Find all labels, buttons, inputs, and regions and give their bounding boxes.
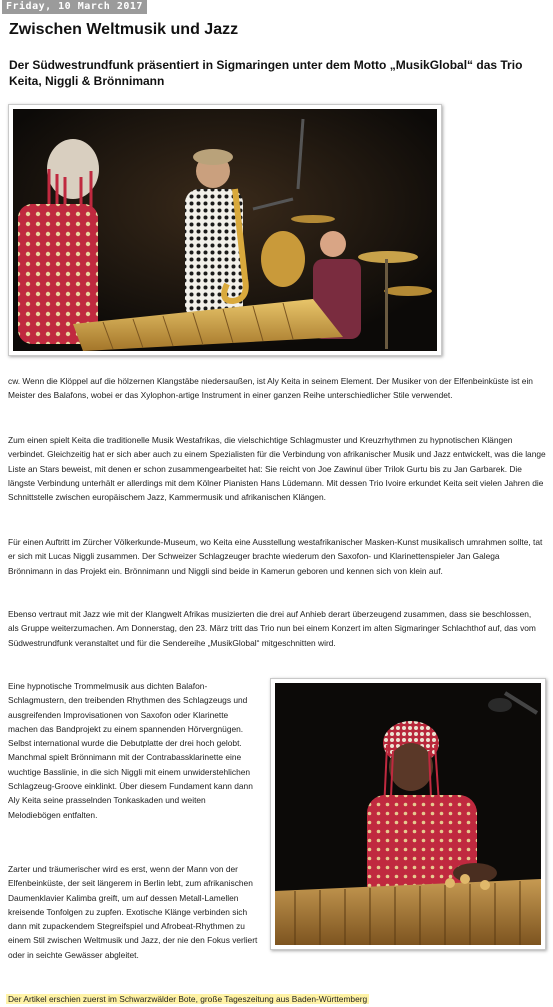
article-paragraph-3: Für einen Auftritt im Zürcher Völkerkunde-Museum, wo Keita eine Ausstellung westafrikanischer Masken-Kunst musikalisch umrahmen sollte, tat er sich mit Lucas Niggli zusammen. Der Schweizer Schlagzeuger brachte wiederum den Saxofon- und Klarinettenspieler Jan Galega Brönnimann in das Projekt ein. Brönnimann und Niggli sind beide in Kamerun geboren und kennen sich von klein auf. [8, 537, 543, 576]
article-paragraph-2: Zum einen spielt Keita die traditionelle Musik Westafrikas, die vielschichtige Schlagmuster und Kreuzrhythmen zu hypnotischen Klängen verbindet. Gleichzeitig hat er sich aber auch zu einem Spezialisten für die Verbindung von afrikanischer Musik und Jazz entwickelt, was die lange Liste an Stars beweist, mit denen er schon zusammengearbeitet hat: Sie reicht von Joe Zawinul über Trilok Gurtu bis zu Jan Garbarek. Die längste Verbindung unterhält er allerdings mit dem Kölner Pianisten Hans Lüdemann. Mit dessen Trio Ivoire erkundet Keita seit vielen Jahren die Schnittstelle zwischen europäischem Jazz, Kammermusik und afrikanischen Klängen. [8, 435, 546, 503]
trio-stage-photo[interactable] [8, 104, 442, 356]
post-date-badge: Friday, 10 March 2017 [2, 0, 147, 14]
balafon-player-image [275, 683, 541, 945]
trio-stage-image [13, 109, 437, 351]
article-subtitle: Der Südwestrundfunk präsentiert in Sigmaringen unter dem Motto „MusikGlobal“ das Trio Keita, Niggli & Brönnimann [9, 58, 523, 88]
balafon-player-photo[interactable] [270, 678, 546, 950]
post-title[interactable]: Zwischen Weltmusik und Jazz [9, 21, 239, 38]
article-paragraph-1: cw. Wenn die Klöppel auf die hölzernen Klangstäbe niedersaußen, ist Aly Keita in seinem Element. Der Musiker von der Elfenbeinküste ist ein Meister des Balafons, wobei er das Xylophon-artige Instrument in einer ganzen Reihe unterschiedlicher Stile verwendet. [8, 376, 533, 401]
article-paragraph-4: Ebenso vertraut mit Jazz wie mit der Klangwelt Afrikas musizierten die drei auf Anhieb derart überzeugend zusammen, dass sie beschlossen, als Gruppe weiterzumachen. Am Donnerstag, den 23. März tritt das Trio nun bei einem Konzert im alten Sigmaringer Schlachthof auf, das vom Südwestrundfunk veranstaltet und für die Sendereihe „MusikGlobal“ mitgeschnitten wird. [8, 609, 536, 648]
article-paragraph-5: Eine hypnotische Trommelmusik aus dichten Balafon-Schlagmustern, den treibenden Rhythmen des Schlagzeugs und ausgreifenden Improvisationen von Saxofon oder Klarinette machen das Bandprojekt zu einem spannenden Hörvergnügen. Selbst international wurde die Debutplatte der drei hoch gelobt. Manchmal spielt Brönnimann mit der Contrabassklarinette eine wuchtige Basslinie, in die sich Niggli mit einem unwiderstehlichen Schlagzeug-Groove einklinkt. Über diesem Fundament kann dann Aly Keita seine prasselnden Tonkaskaden und weiten Melodiebögen entfalten. [8, 681, 253, 820]
source-note: Der Artikel erschien zuerst im Schwarzwälder Bote, große Tageszeitung aus Baden-Württemberg [8, 994, 368, 1004]
article-paragraph-6: Zarter und träumerischer wird es erst, wenn der Mann von der Elfenbeinküste, der seit längerem in Berlin lebt, zum afrikanischen Daumenklavier Kalimba greift, um auf dessen Metall-Lamellen kreisende Tonfolgen zu zupfen. Exotische Klänge verbinden sich dann mit zupackendem Stegreifspiel und Afrobeat-Rhythmen zu einem Stil zwischen Weltmusik und Jazz, der nie den Fokus verliert oder in seichte Gewässer abgleitet. [8, 864, 258, 960]
